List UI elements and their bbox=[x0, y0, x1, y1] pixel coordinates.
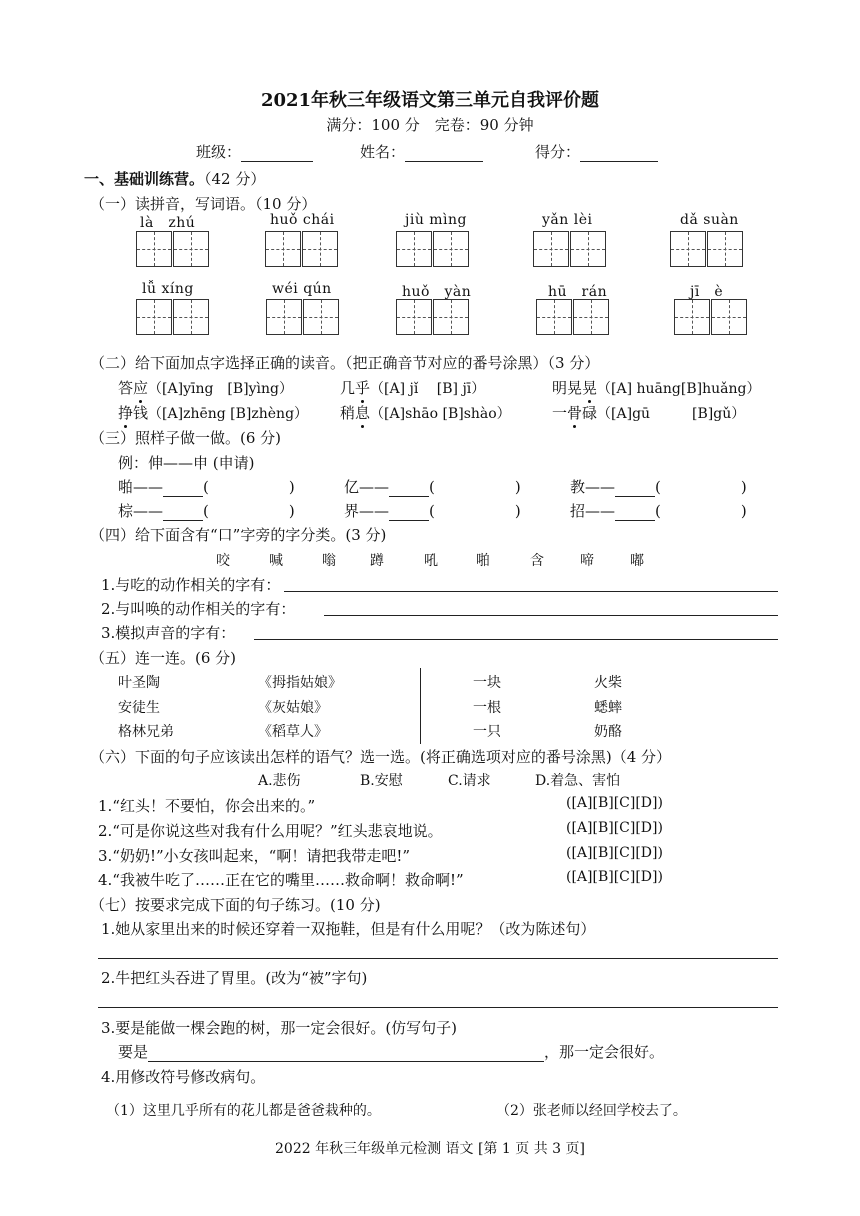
dotted-char: 乎 bbox=[355, 379, 371, 397]
dotted-char: 应 bbox=[133, 379, 149, 397]
answer-line[interactable] bbox=[98, 958, 778, 959]
answer-bubbles[interactable]: ([A][B][C][D]) bbox=[566, 795, 663, 811]
writing-box[interactable] bbox=[136, 299, 172, 335]
writing-box[interactable] bbox=[266, 299, 302, 335]
q2-title: （二）给下面加点字选择正确的读音。（把正确音节对应的番号涂黑）（3 分） bbox=[90, 354, 600, 372]
imitation-end: ，那一定会很好。 bbox=[544, 1043, 665, 1061]
author-item: 格林兄弟 bbox=[118, 724, 174, 740]
q3-prompt: 招—— bbox=[570, 502, 616, 520]
writing-box[interactable] bbox=[533, 231, 569, 267]
pinyin-1: là zhú bbox=[140, 215, 196, 231]
char-嘟: 嘟 bbox=[630, 553, 644, 569]
q4-line-3-label: 3.模拟声音的字有： bbox=[101, 624, 236, 642]
char-蹲: 蹲 bbox=[370, 553, 384, 569]
char-咬: 咬 bbox=[216, 553, 230, 569]
q2-options[interactable]: （[A] huāng[B]huǎng） bbox=[597, 381, 761, 397]
q4-line-1-label: 1.与吃的动作相关的字有： bbox=[101, 576, 281, 594]
paren-close: ) bbox=[514, 478, 521, 496]
answer-blank[interactable] bbox=[163, 478, 203, 497]
writing-box[interactable] bbox=[433, 299, 469, 335]
writing-box[interactable] bbox=[670, 231, 706, 267]
author-item: 安徒生 bbox=[118, 700, 160, 716]
q7-sentence-4: 4.用修改符号修改病句。 bbox=[101, 1068, 266, 1086]
writing-box[interactable] bbox=[433, 231, 469, 267]
paren-close: ) bbox=[740, 502, 747, 520]
measure-item: 一根 bbox=[473, 700, 501, 716]
q3-prompt: 啪—— bbox=[118, 478, 164, 496]
page-footer: 2022 年秋三年级单元检测 语文 [第 1 页 共 3 页] bbox=[275, 1141, 585, 1157]
q2-word: 稍 bbox=[340, 404, 356, 422]
q3-prompt: 界—— bbox=[344, 502, 390, 520]
q4-line-2-label: 2.与叫唤的动作相关的字有： bbox=[101, 600, 296, 618]
q2-options[interactable]: （[A]gū [B]gǔ） bbox=[597, 406, 746, 422]
answer-line[interactable] bbox=[284, 591, 778, 592]
answer-paren-space[interactable] bbox=[435, 478, 515, 496]
writing-box[interactable] bbox=[302, 231, 338, 267]
answer-line[interactable] bbox=[254, 639, 778, 640]
answer-blank[interactable] bbox=[615, 502, 655, 521]
sick-sentence-1[interactable]: （1）这里几乎所有的花儿都是爸爸栽种的。 bbox=[106, 1103, 381, 1119]
section-heading bbox=[84, 168, 265, 189]
pinyin-2: huǒ chái bbox=[270, 212, 335, 228]
q7-imitation bbox=[118, 1041, 664, 1062]
char-嗡: 嗡 bbox=[322, 553, 336, 569]
q6-option: B.安慰 bbox=[360, 773, 403, 789]
q3-title: （三）照样子做一做。(6 分) bbox=[90, 429, 282, 447]
answer-paren-space[interactable] bbox=[435, 502, 515, 520]
q3-item bbox=[570, 500, 747, 521]
section-heading-text: 一、基础训练营。 bbox=[84, 170, 205, 188]
q3-example: 例：伸——申 (申请) bbox=[118, 454, 255, 472]
q5-title: （五）连一连。(6 分) bbox=[90, 649, 237, 667]
q2-word: 一 bbox=[552, 404, 568, 422]
answer-bubbles[interactable]: ([A][B][C][D]) bbox=[566, 869, 663, 885]
writing-box[interactable] bbox=[396, 231, 432, 267]
char-啪: 啪 bbox=[476, 553, 490, 569]
paren-open: ( bbox=[655, 502, 661, 520]
pinyin-8: huǒ yàn bbox=[402, 284, 472, 300]
dotted-char: 息 bbox=[355, 404, 371, 422]
name-label: 姓名： bbox=[360, 143, 406, 161]
paren-close: ) bbox=[740, 478, 747, 496]
exam-meta: 满分：100 分 完卷：90 分钟 bbox=[326, 116, 534, 134]
writing-box[interactable] bbox=[536, 299, 572, 335]
q6-option: D.着急、害怕 bbox=[535, 773, 621, 789]
char-含: 含 bbox=[530, 553, 544, 569]
q2-options[interactable]: （[A] jǐ [B] jī） bbox=[370, 381, 486, 397]
answer-blank[interactable] bbox=[615, 478, 655, 497]
char-吼: 吼 bbox=[424, 553, 438, 569]
pinyin-6: lǚ xíng bbox=[142, 281, 194, 297]
pinyin-10: jī è bbox=[690, 284, 724, 300]
score-field bbox=[535, 141, 658, 162]
q6-sentence: 3.“奶奶!”小女孩叫起来，“啊！请把我带走吧!” bbox=[98, 847, 411, 865]
answer-blank[interactable] bbox=[389, 502, 429, 521]
q2-word: 碌 bbox=[582, 404, 598, 422]
divider bbox=[420, 668, 421, 744]
q3-item bbox=[344, 476, 521, 497]
writing-box[interactable] bbox=[573, 299, 609, 335]
noun-item: 奶酪 bbox=[594, 724, 622, 740]
dotted-char: 晃 bbox=[582, 379, 598, 397]
answer-paren-space[interactable] bbox=[661, 478, 741, 496]
q2-item-3 bbox=[552, 377, 760, 398]
writing-box[interactable] bbox=[711, 299, 747, 335]
pinyin-9: hū rán bbox=[548, 284, 608, 300]
paren-close: ) bbox=[288, 478, 295, 496]
writing-box[interactable] bbox=[173, 231, 209, 267]
book-item: 《稻草人》 bbox=[258, 724, 328, 740]
dotted-char: 骨 bbox=[567, 404, 583, 422]
q2-item-5 bbox=[340, 402, 511, 423]
paren-open: ( bbox=[655, 478, 661, 496]
dotted-char: 挣 bbox=[118, 404, 134, 422]
q2-item-2 bbox=[340, 377, 485, 398]
pinyin-3: jiù mìng bbox=[405, 212, 468, 228]
class-blank[interactable] bbox=[241, 143, 313, 162]
paren-open: ( bbox=[203, 502, 209, 520]
noun-item: 蟋蟀 bbox=[594, 700, 622, 716]
q3-item bbox=[344, 500, 521, 521]
pinyin-4: yǎn lèi bbox=[542, 212, 593, 228]
answer-bubbles[interactable]: ([A][B][C][D]) bbox=[566, 845, 663, 861]
answer-line[interactable] bbox=[324, 615, 778, 616]
class-field bbox=[196, 141, 313, 162]
score-label: 得分： bbox=[535, 143, 581, 161]
writing-box[interactable] bbox=[570, 231, 606, 267]
q2-word: 明晃 bbox=[552, 379, 583, 397]
answer-blank[interactable] bbox=[148, 1043, 544, 1062]
writing-box[interactable] bbox=[173, 299, 209, 335]
q3-prompt: 亿—— bbox=[344, 478, 390, 496]
writing-box[interactable] bbox=[136, 231, 172, 267]
noun-item: 火柴 bbox=[594, 675, 622, 691]
q6-option: A.悲伤 bbox=[258, 773, 301, 789]
q2-options[interactable]: （[A]shāo [B]shào） bbox=[370, 406, 511, 422]
book-item: 《灰姑娘》 bbox=[258, 700, 328, 716]
char-啼: 啼 bbox=[580, 553, 594, 569]
answer-paren-space[interactable] bbox=[209, 478, 289, 496]
q6-option: C.请求 bbox=[448, 773, 491, 789]
q2-item-6 bbox=[552, 402, 745, 423]
writing-box[interactable] bbox=[303, 299, 339, 335]
q2-options[interactable]: （[A]zhēng [B]zhèng） bbox=[148, 406, 309, 422]
answer-blank[interactable] bbox=[389, 478, 429, 497]
q2-options[interactable]: （[A]yīng [B]yìng） bbox=[148, 381, 294, 397]
q3-prompt: 棕—— bbox=[118, 502, 164, 520]
page-title: 2021年秋三年级语文第三单元自我评价题 bbox=[260, 90, 600, 111]
name-blank[interactable] bbox=[405, 143, 483, 162]
pinyin-5: dǎ suàn bbox=[680, 212, 739, 228]
q2-word: 答 bbox=[118, 379, 134, 397]
q3-item bbox=[118, 500, 295, 521]
q2-item-4 bbox=[118, 402, 308, 423]
writing-box[interactable] bbox=[707, 231, 743, 267]
score-blank[interactable] bbox=[580, 143, 658, 162]
measure-item: 一块 bbox=[473, 675, 501, 691]
book-item: 《拇指姑娘》 bbox=[258, 675, 342, 691]
answer-paren-space[interactable] bbox=[661, 502, 741, 520]
answer-line[interactable] bbox=[98, 1007, 778, 1008]
q7-title: （七）按要求完成下面的句子练习。(10 分) bbox=[90, 896, 381, 914]
q6-sentence: 1.“红头！不要怕，你会出来的。” bbox=[98, 797, 316, 815]
paren-open: ( bbox=[429, 478, 435, 496]
pinyin-7: wéi qún bbox=[272, 281, 332, 297]
q2-word: 几 bbox=[340, 379, 356, 397]
char-喊: 喊 bbox=[269, 553, 283, 569]
q3-item bbox=[118, 476, 295, 497]
class-label: 班级： bbox=[196, 143, 242, 161]
paren-open: ( bbox=[203, 478, 209, 496]
section-heading-points: （42 分） bbox=[204, 170, 266, 188]
measure-item: 一只 bbox=[473, 724, 501, 740]
q6-sentence: 4.“我被牛吃了……正在它的嘴里……救命啊！救命啊!” bbox=[98, 871, 464, 889]
q7-sentence-2: 2.牛把红头吞进了胃里。(改为“被”字句) bbox=[101, 969, 368, 987]
paren-close: ) bbox=[288, 502, 295, 520]
q1-title: （一）读拼音，写词语。（10 分） bbox=[90, 195, 317, 213]
answer-bubbles[interactable]: ([A][B][C][D]) bbox=[566, 820, 663, 836]
q3-item bbox=[570, 476, 747, 497]
q7-sentence-3: 3.要是能做一棵会跑的树，那一定会很好。(仿写句子) bbox=[101, 1019, 458, 1037]
q7-sentence-1: 1.她从家里出来的时候还穿着一双拖鞋，但是有什么用呢？（改为陈述句） bbox=[101, 920, 596, 938]
writing-box[interactable] bbox=[396, 299, 432, 335]
q2-item-1 bbox=[118, 377, 293, 398]
q4-title: （四）给下面含有“口”字旁的字分类。(3 分) bbox=[90, 526, 387, 544]
q6-sentence: 2.“可是你说这些对我有什么用呢？”红头悲哀地说。 bbox=[98, 822, 443, 840]
writing-box[interactable] bbox=[674, 299, 710, 335]
writing-box[interactable] bbox=[265, 231, 301, 267]
paren-close: ) bbox=[514, 502, 521, 520]
q3-prompt: 教—— bbox=[570, 478, 616, 496]
imitation-start: 要是 bbox=[118, 1043, 149, 1061]
author-item: 叶圣陶 bbox=[118, 675, 160, 691]
q6-title: （六）下面的句子应该读出怎样的语气？选一选。(将正确选项对应的番号涂黑)（4 分） bbox=[90, 748, 672, 766]
name-field bbox=[360, 141, 483, 162]
sick-sentence-2[interactable]: （2）张老师以经回学校去了。 bbox=[496, 1103, 687, 1119]
paren-open: ( bbox=[429, 502, 435, 520]
answer-blank[interactable] bbox=[163, 502, 203, 521]
q2-word: 钱 bbox=[133, 404, 149, 422]
answer-paren-space[interactable] bbox=[209, 502, 289, 520]
